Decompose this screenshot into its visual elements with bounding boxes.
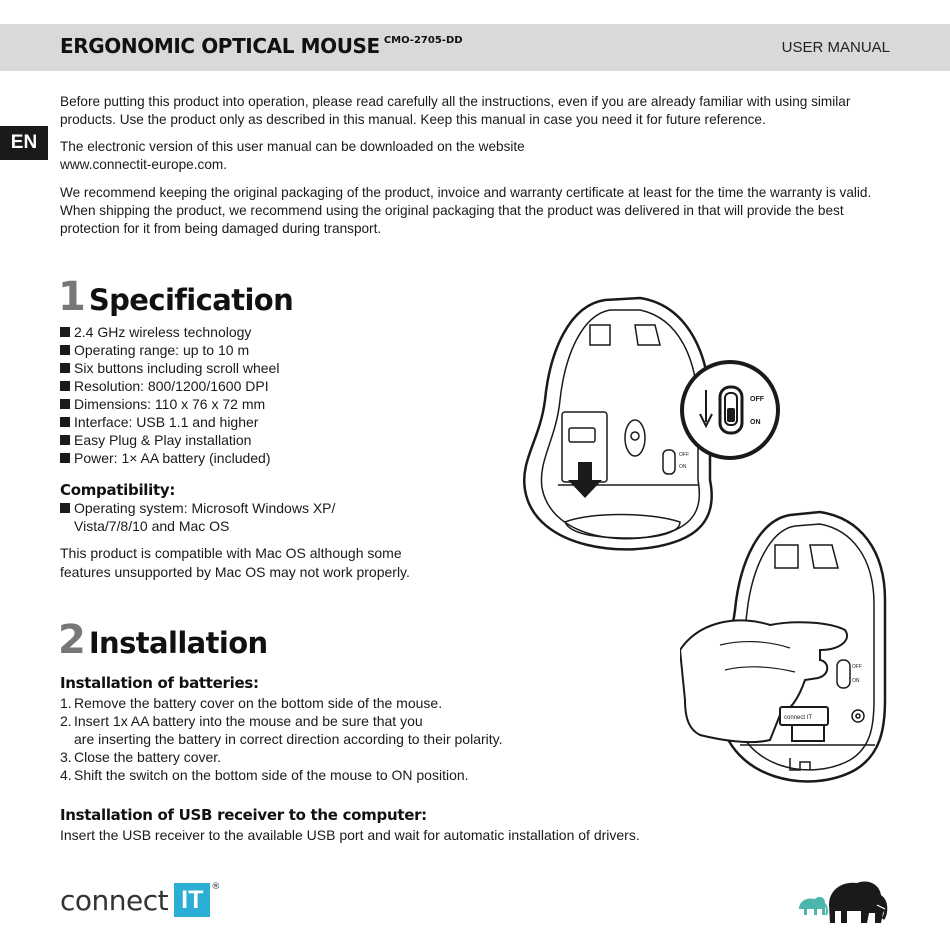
list-item: 1. Remove the battery cover on the bottom side of the mouse.	[60, 695, 443, 711]
bullet-square-icon	[60, 345, 70, 355]
compatibility-heading: Compatibility:	[60, 481, 176, 499]
elephants-icon	[795, 875, 890, 925]
list-item: Resolution: 800/1200/1600 DPI	[60, 377, 279, 395]
usb-receiver-heading: Installation of USB receiver to the computer:	[60, 806, 427, 824]
intro-paragraph-1: Before putting this product into operation, please read carefully all the instructions, even if you are already familiar with using similar products. Use the product only as described in this manual. Keep this manual in case you need it for future reference.	[60, 94, 851, 127]
bullet-square-icon	[60, 435, 70, 445]
registered-mark: ®	[211, 882, 221, 892]
fig2-switch-on-label: ON	[852, 678, 860, 684]
fig2-switch-off-label: OFF	[852, 664, 862, 670]
switch-off-label-small: OFF	[679, 452, 689, 458]
language-tab: EN	[0, 126, 48, 160]
list-item: Easy Plug & Play installation	[60, 431, 279, 449]
document-title	[60, 34, 463, 58]
bullet-square-icon	[60, 363, 70, 373]
section-number: 1	[58, 274, 85, 320]
website-link[interactable]: www.connectit-europe.com.	[60, 157, 227, 172]
section-heading-specification	[58, 274, 293, 320]
bullet-square-icon	[60, 381, 70, 391]
switch-on-label: ON	[750, 419, 761, 426]
intro-p2-line1: The electronic version of this user manual can be downloaded on the website	[60, 139, 525, 154]
switch-off-label: OFF	[750, 396, 764, 403]
compatibility-note: This product is compatible with Mac OS although some features unsupported by Mac OS may not work properly.	[60, 545, 410, 580]
receiver-label: connect IT	[784, 715, 813, 721]
bullet-square-icon	[60, 503, 70, 513]
list-item: Power: 1× AA battery (included)	[60, 449, 279, 467]
batteries-heading: Installation of batteries:	[60, 674, 259, 692]
specification-list	[60, 323, 279, 467]
section-heading-installation	[58, 617, 268, 663]
logo-word: connect	[60, 883, 169, 917]
switch-on-label-small: ON	[679, 464, 687, 470]
list-item: Operating system: Microsoft Windows XP/ Vista/7/8/10 and Mac OS	[60, 499, 380, 535]
section-title: Specification	[88, 283, 294, 317]
intro-paragraph-2	[60, 138, 890, 174]
list-item: 2.4 GHz wireless technology	[60, 323, 279, 341]
logo-it-box: IT	[174, 883, 210, 917]
list-item: 2. Insert 1x AA battery into the mouse and be sure that you are inserting the battery in correct direction according to their polarity.	[60, 713, 503, 747]
connect-it-logo	[60, 880, 220, 920]
section-title: Installation	[88, 626, 268, 660]
model-number: CMO-2705-DD	[383, 35, 463, 46]
usb-receiver-illustration	[680, 500, 890, 800]
battery-steps-list	[60, 694, 503, 784]
bullet-square-icon	[60, 453, 70, 463]
bullet-square-icon	[60, 417, 70, 427]
section-number: 2	[58, 617, 85, 663]
bullet-square-icon	[60, 399, 70, 409]
compatibility-list	[60, 499, 380, 535]
list-item: 4. Shift the switch on the bottom side of the mouse to ON position.	[60, 767, 469, 783]
intro-paragraph-3: We recommend keeping the original packaging of the product, invoice and warranty certificate at least for the time the warranty is valid. When shipping the product, we recommend using the original packaging that the product was delivered in that will provide the best protection for it from being damaged during transport.	[60, 185, 872, 236]
product-name: ERGONOMIC OPTICAL MOUSE	[60, 34, 380, 58]
document-type: USER MANUAL	[781, 39, 890, 56]
list-item: Dimensions: 110 x 76 x 72 mm	[60, 395, 279, 413]
list-item: Six buttons including scroll wheel	[60, 359, 279, 377]
list-item: Interface: USB 1.1 and higher	[60, 413, 279, 431]
usb-receiver-text: Insert the USB receiver to the available USB port and wait for automatic installation of drivers.	[60, 827, 640, 843]
list-item: Operating range: up to 10 m	[60, 341, 279, 359]
bullet-square-icon	[60, 327, 70, 337]
list-item: 3. Close the battery cover.	[60, 749, 222, 765]
